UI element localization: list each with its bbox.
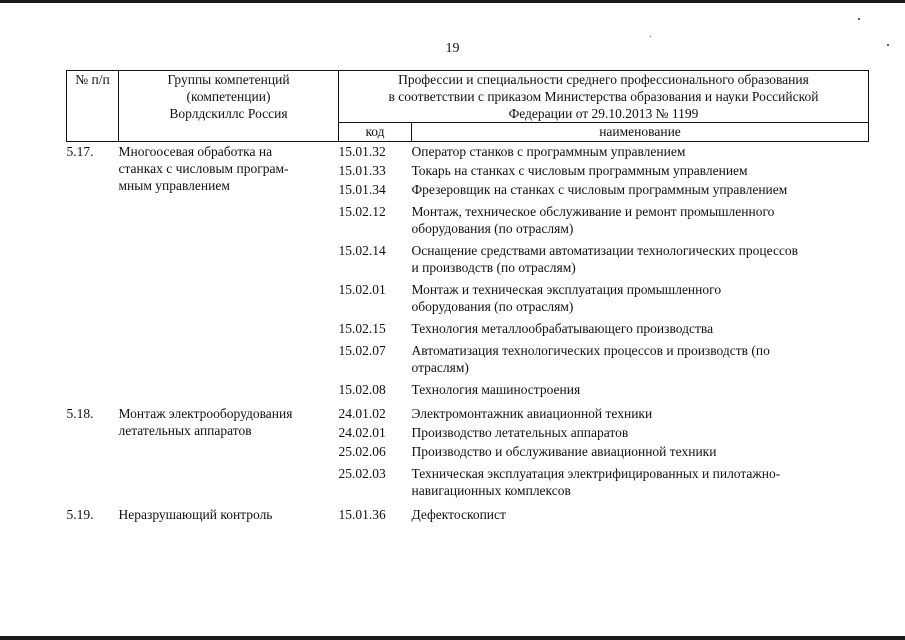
header-professions-label: Профессии и специальности среднего профессионального образования в соответствии с приказом Министерства образования и науки Российской Федерации от 29.10.2013 № 1199 — [388, 72, 819, 121]
table-row — [67, 501, 869, 525]
group-number: 5.17. — [66, 144, 94, 159]
group-number: 5.19. — [66, 507, 94, 522]
header-code-label: код — [365, 124, 385, 139]
header-num-label: № п/п — [75, 72, 110, 87]
profession-name: Фрезеровщик на станках с числовым программным управлением — [411, 182, 788, 197]
header-name-label: наименование — [599, 124, 681, 139]
scan-speck — [650, 36, 651, 37]
group-title: Многоосевая обработка на станках с числовым програм- мным управлением — [118, 144, 289, 193]
scan-edge-top — [0, 0, 905, 3]
profession-name: Оснащение средствами автоматизации технологических процессов и производств (по отраслям) — [411, 243, 799, 275]
profession-code: 15.02.12 — [338, 204, 386, 219]
header-group-label: Группы компетенций (компетенции) Ворлдскиллс Россия — [167, 72, 290, 121]
table-row — [67, 400, 869, 424]
profession-name: Токарь на станках с числовым программным управлением — [411, 163, 748, 178]
group-number: 5.18. — [66, 406, 94, 421]
profession-code: 15.01.33 — [338, 163, 386, 178]
profession-name: Технология металлообрабатывающего производства — [411, 321, 714, 336]
header-code — [339, 123, 412, 142]
table-row — [67, 142, 869, 163]
scan-edge-bottom — [0, 636, 905, 640]
profession-name: Оператор станков с программным управлением — [411, 144, 686, 159]
competency-table — [66, 70, 869, 525]
header-num — [67, 71, 119, 142]
profession-code: 15.02.08 — [338, 382, 386, 397]
profession-code: 15.02.14 — [338, 243, 386, 258]
profession-name: Автоматизация технологических процессов и производств (по отраслям) — [411, 343, 770, 375]
profession-code: 15.02.01 — [338, 282, 386, 297]
profession-name: Техническая эксплуатация электрифицированных и пилотажно- навигационных комплексов — [411, 466, 781, 498]
profession-name: Дефектоскопист — [411, 507, 506, 522]
header-name — [412, 123, 869, 142]
profession-code: 24.01.02 — [338, 406, 386, 421]
profession-code: 25.02.06 — [338, 444, 386, 459]
group-title: Монтаж электрооборудования летательных аппаратов — [118, 406, 293, 438]
profession-name: Технология машиностроения — [411, 382, 581, 397]
profession-code: 15.01.36 — [338, 507, 386, 522]
profession-code: 15.02.07 — [338, 343, 386, 358]
profession-code: 24.02.01 — [338, 425, 386, 440]
profession-name: Монтаж, техническое обслуживание и ремонт промышленного оборудования (по отраслям) — [411, 204, 775, 236]
profession-code: 15.01.32 — [338, 144, 386, 159]
header-professions — [339, 71, 869, 123]
profession-code: 15.02.15 — [338, 321, 386, 336]
profession-code: 25.02.03 — [338, 466, 386, 481]
page-number: 19 — [445, 41, 460, 56]
group-title: Неразрушающий контроль — [118, 507, 273, 522]
profession-name: Монтаж и техническая эксплуатация промышленного оборудования (по отраслям) — [411, 282, 722, 314]
profession-code: 15.01.34 — [338, 182, 386, 197]
scan-speck — [858, 18, 860, 20]
header-group — [119, 71, 339, 142]
profession-name: Производство летательных аппаратов — [411, 425, 629, 440]
profession-name: Производство и обслуживание авиационной техники — [411, 444, 717, 459]
profession-name: Электромонтажник авиационной техники — [411, 406, 653, 421]
table-body — [67, 142, 869, 526]
